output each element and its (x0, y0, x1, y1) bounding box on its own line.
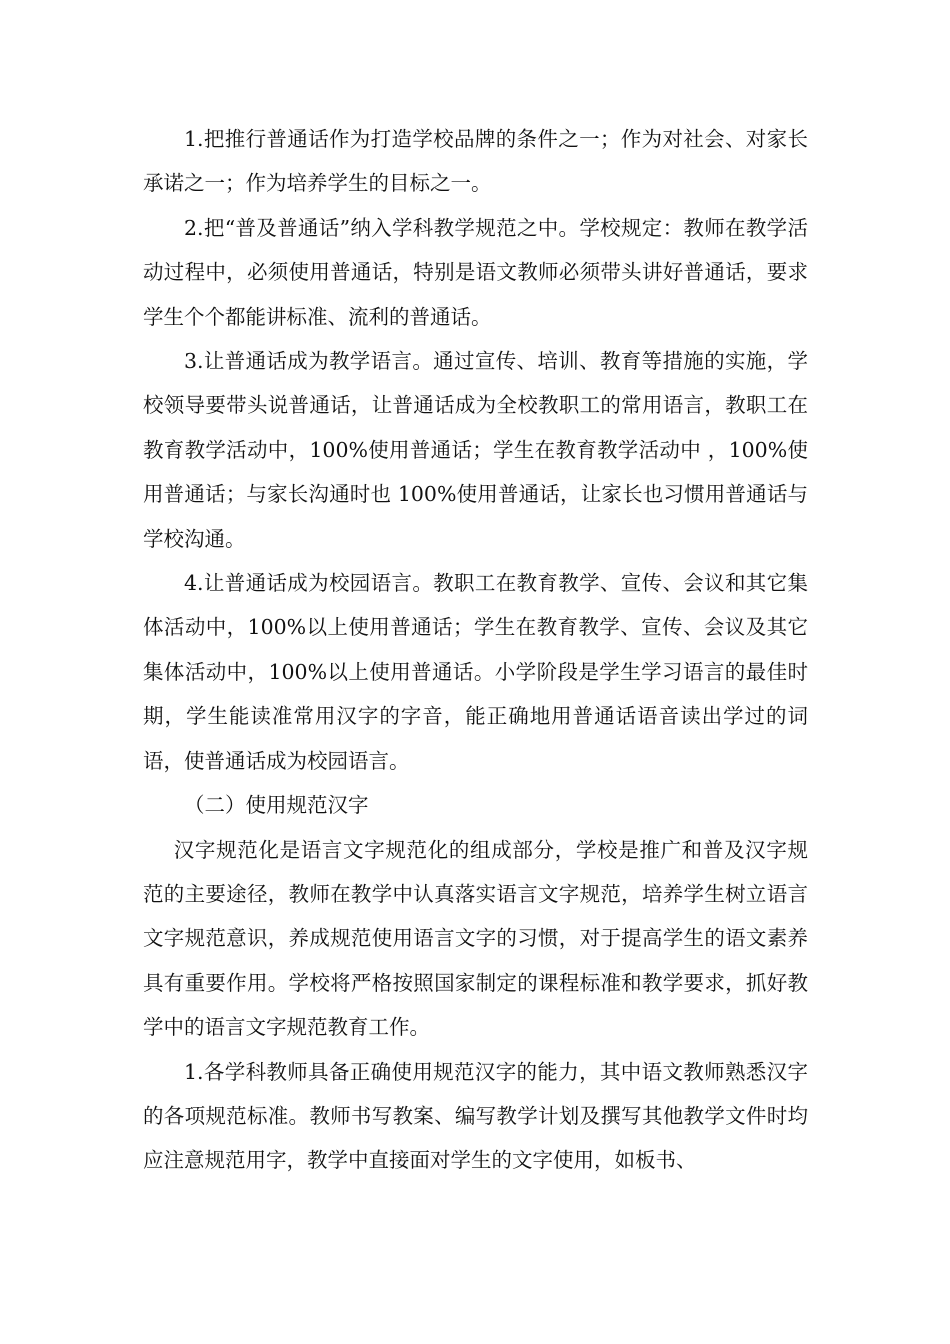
paragraph-item-4: 4.让普通话成为校园语言。教职工在教育教学、宣传、会议和其它集体活动中，100%以上使用普通话；学生在教育教学、宣传、会议及其它集体活动中，100%以上使用普通话。小学阶段是学生学习语言的最佳时期，学生能读准常用汉字的字音，能正确地用普通话语音读出学过的词语，使普通话成为校园语言。 (143, 571, 808, 773)
section-heading: （二）使用规范汉字 (184, 793, 369, 818)
document-body (143, 117, 808, 1183)
paragraph-item-2: 2.把“普及普通话”纳入学科教学规范之中。学校规定：教师在教学活动过程中，必须使用普通话，特别是语文教师必须带头讲好普通话，要求学生个个都能讲标准、流利的普通话。 (143, 215, 808, 329)
paragraph-item-1: 1.把推行普通话作为打造学校品牌的条件之一；作为对社会、对家长承诺之一；作为培养学生的目标之一。 (143, 127, 808, 196)
paragraph-item-3: 3.让普通话成为教学语言。通过宣传、培训、教育等措施的实施，学校领导要带头说普通话，让普通话成为全校教职工的常用语言，教职工在教育教学活动中，100%使用普通话；学生在教育教学活动中 ，100%使用普通话；与家长沟通时也 100%使用普通话，让家长也习惯用普通话与学校沟通。 (143, 349, 808, 551)
paragraph-item-5: 1.各学科教师具备正确使用规范汉字的能力，其中语文教师熟悉汉字的各项规范标准。教师书写教案、编写教学计划及撰写其他教学文件时均应注意规范用字，教学中直接面对学生的文字使用，如板书、 (143, 1059, 808, 1173)
paragraph-intro: 汉字规范化是语言文字规范化的组成部分，学校是推广和普及汉字规范的主要途径，教师在教学中认真落实语言文字规范，培养学生树立语言文字规范意识，养成规范使用语言文字的习惯，对于提高学生的语文素养具有重要作用。学校将严格按照国家制定的课程标准和教学要求，抓好教学中的语言文字规范教育工作。 (143, 837, 808, 1040)
